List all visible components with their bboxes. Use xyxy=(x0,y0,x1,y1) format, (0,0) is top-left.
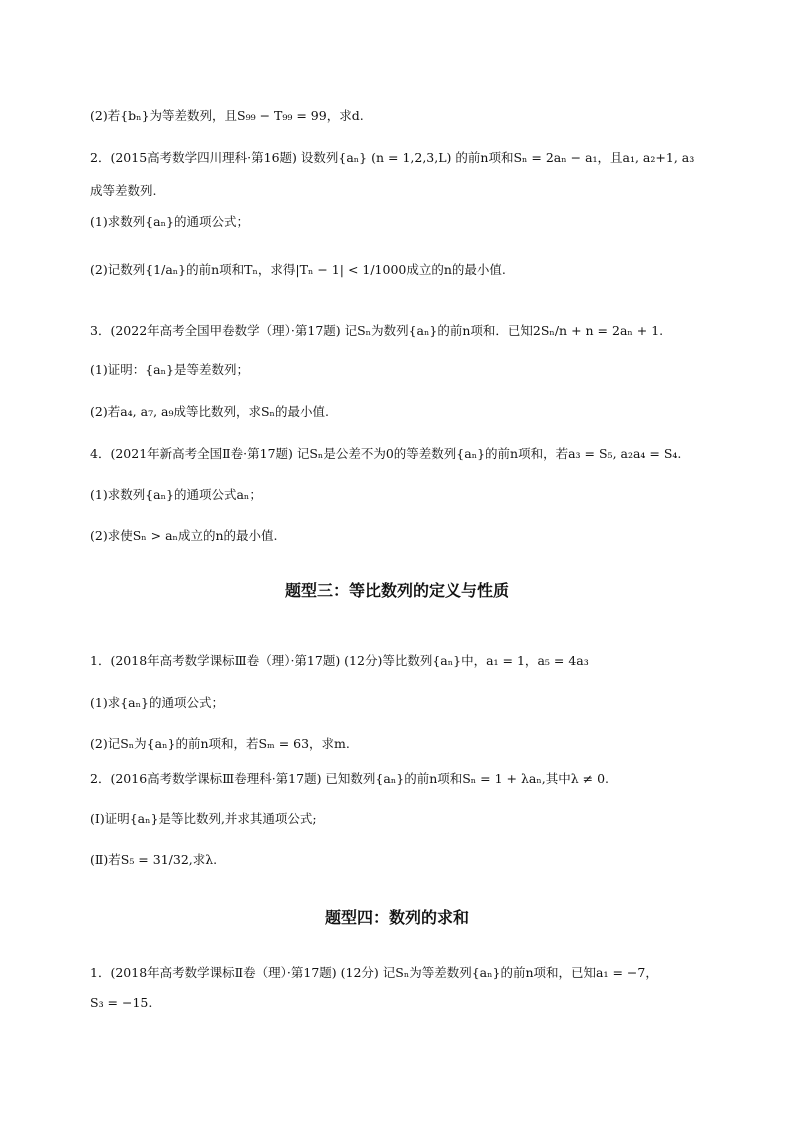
text-line: 1．(2018年高考数学课标Ⅱ卷（理）·第17题) (12分) 记Sₙ为等差数列{aₙ}的前n项和，已知a₁ = −7， xyxy=(90,965,658,980)
text-line: (2)若{bₙ}为等差数列，且S₉₉ − T₉₉ = 99，求d. xyxy=(90,108,364,123)
text-line: 2．(2016高考数学课标Ⅲ卷理科·第17题) 已知数列{aₙ}的前n项和Sₙ = 1 + λaₙ,其中λ ≠ 0. xyxy=(90,771,610,786)
text-line: (2)若a₄, a₇, a₉成等比数列，求Sₙ的最小值. xyxy=(90,404,329,419)
text-line: (2)求使Sₙ > aₙ成立的n的最小值. xyxy=(90,528,278,543)
text-line: 3．(2022年高考全国甲卷数学（理）·第17题) 记Sₙ为数列{aₙ}的前n项和．已知2Sₙ/n + n = 2aₙ + 1. xyxy=(90,323,664,338)
text-line: 1．(2018年高考数学课标Ⅲ卷（理）·第17题) (12分)等比数列{aₙ}中，a₁ = 1，a₅ = 4a₃ xyxy=(90,653,589,668)
text-line: S₃ = −15. xyxy=(90,995,153,1010)
text-line: 4．(2021年新高考全国Ⅱ卷·第17题) 记Sₙ是公差不为0的等差数列{aₙ}的前n项和，若a₃ = S₅, a₂a₄ = S₄. xyxy=(90,446,682,461)
text-line: (2)记数列{1/aₙ}的前n项和Tₙ，求得|Tₙ − 1| < 1/1000成立的n的最小值. xyxy=(90,262,506,277)
text-line: (1)求数列{aₙ}的通项公式aₙ； xyxy=(90,487,262,502)
text-line: (Ⅰ)证明{aₙ}是等比数列,并求其通项公式; xyxy=(90,811,317,826)
text-line: (2)记Sₙ为{aₙ}的前n项和，若Sₘ = 63，求m. xyxy=(90,736,350,751)
text-line: 成等差数列. xyxy=(90,183,157,198)
text-line: (1)求{aₙ}的通项公式； xyxy=(90,695,224,710)
text-line: 2．(2015高考数学四川理科·第16题) 设数列{aₙ} (n = 1,2,3,L) 的前n项和Sₙ = 2aₙ − a₁，且a₁, a₂+1, a₃ xyxy=(90,150,695,165)
section-heading: 题型四：数列的求和 xyxy=(324,908,469,927)
section-heading: 题型三：等比数列的定义与性质 xyxy=(284,581,509,600)
text-line: (1)求数列{aₙ}的通项公式； xyxy=(90,214,249,229)
text-line: (Ⅱ)若S₅ = 31/32,求λ. xyxy=(90,852,218,867)
text-line: (1)证明：{aₙ}是等差数列； xyxy=(90,362,249,377)
